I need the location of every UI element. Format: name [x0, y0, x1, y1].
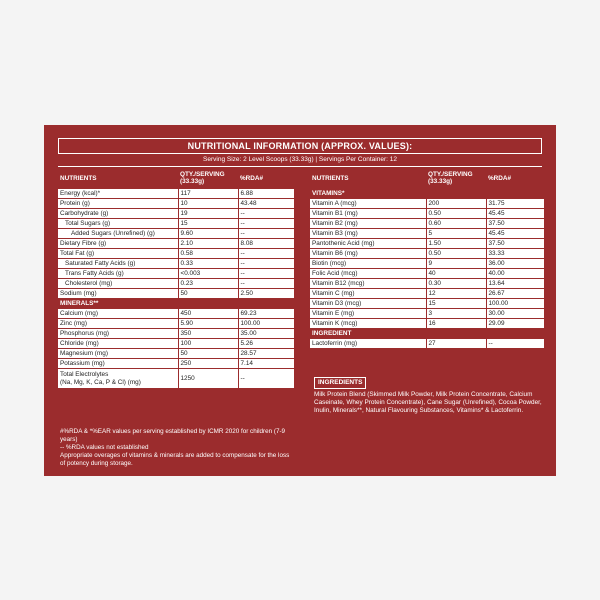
table-row	[310, 249, 544, 259]
nutrient-name: Vitamin K (mcg)	[310, 319, 426, 329]
nutrient-rda: 26.67	[486, 289, 544, 299]
column-header: NUTRIENTS	[60, 174, 97, 182]
nutrient-qty: 10	[178, 199, 238, 209]
nutrient-qty: 250	[178, 359, 238, 369]
table-row	[310, 199, 544, 209]
nutrient-qty: 0.33	[178, 259, 238, 269]
nutrient-qty: 200	[426, 199, 486, 209]
table-row	[58, 339, 294, 349]
ingredients-heading: INGREDIENTS	[314, 377, 366, 389]
nutrient-name: Phosphorus (mg)	[58, 329, 178, 339]
nutrient-rda: 40.00	[486, 269, 544, 279]
column-header: QTY./SERVING (33.33g)	[428, 171, 473, 185]
nutrient-qty: 50	[178, 289, 238, 299]
nutrient-qty: 0.23	[178, 279, 238, 289]
nutrient-qty: 0.58	[178, 249, 238, 259]
table-header-row	[310, 168, 544, 189]
column-header: %RDA#	[240, 174, 264, 182]
nutrient-rda: 33.33	[486, 249, 544, 259]
nutrition-panel	[44, 125, 556, 476]
nutrient-rda: --	[238, 369, 294, 389]
nutrient-rda: --	[238, 219, 294, 229]
nutrient-name: Vitamin B2 (mg)	[310, 219, 426, 229]
table-row	[58, 279, 294, 289]
nutrient-rda: 45.45	[486, 209, 544, 219]
table-row	[58, 319, 294, 329]
nutrient-rda: 37.50	[486, 219, 544, 229]
nutrient-rda: 35.00	[238, 329, 294, 339]
table-row	[58, 209, 294, 219]
section-label: INGREDIENT	[310, 329, 544, 339]
section-label: MINERALS**	[58, 299, 294, 309]
table-row	[310, 309, 544, 319]
nutrient-name: Chloride (mg)	[58, 339, 178, 349]
table-row	[310, 209, 544, 219]
table-row	[58, 369, 294, 389]
table-row	[58, 349, 294, 359]
nutrient-rda: 43.48	[238, 199, 294, 209]
nutrient-name: Carbohydrate (g)	[58, 209, 178, 219]
nutrient-name: Sodium (mg)	[58, 289, 178, 299]
footnote-not-established: -- %RDA values not established	[60, 444, 149, 451]
electrolytes-line2: (Na, Mg, K, Ca, P & Cl) (mg)	[60, 378, 141, 386]
nutrient-name: Folic Acid (mcg)	[310, 269, 426, 279]
nutrient-name: Dietary Fibre (g)	[58, 239, 178, 249]
table-row	[58, 219, 294, 229]
nutrient-rda: 36.00	[486, 259, 544, 269]
nutrient-rda: --	[238, 279, 294, 289]
nutrient-name: Zinc (mg)	[58, 319, 178, 329]
nutrient-name: Cholesterol (mg)	[58, 279, 178, 289]
nutrient-rda: --	[238, 259, 294, 269]
table-row	[58, 289, 294, 299]
table-header-row	[58, 168, 294, 189]
table-row	[310, 239, 544, 249]
nutrient-rda: 30.00	[486, 309, 544, 319]
nutrient-name: Magnesium (mg)	[58, 349, 178, 359]
table-row	[58, 259, 294, 269]
nutrient-name: Biotin (mcg)	[310, 259, 426, 269]
nutrient-qty: 5.90	[178, 319, 238, 329]
electrolytes-line1: Total Electrolytes	[60, 370, 109, 378]
nutrient-qty: 100	[178, 339, 238, 349]
table-row	[310, 319, 544, 329]
nutrient-rda: 37.50	[486, 239, 544, 249]
nutrient-qty: <0.003	[178, 269, 238, 279]
table-row	[58, 329, 294, 339]
nutrient-name: Vitamin D3 (mcg)	[310, 299, 426, 309]
nutrient-name: Vitamin C (mg)	[310, 289, 426, 299]
column-header: QTY./SERVING (33.33g)	[180, 171, 225, 185]
table-row	[310, 339, 544, 349]
nutrient-name: Energy (kcal)*	[58, 189, 178, 199]
nutrient-qty: 27	[426, 339, 486, 349]
nutrient-rda: 31.75	[486, 199, 544, 209]
nutrient-rda: 6.88	[238, 189, 294, 199]
nutrient-qty: 450	[178, 309, 238, 319]
nutrient-qty: 5	[426, 229, 486, 239]
table-row	[310, 269, 544, 279]
nutrient-rda: 45.45	[486, 229, 544, 239]
section-header-row	[58, 299, 294, 309]
table-row	[310, 289, 544, 299]
section-label: VITAMINS*	[310, 189, 544, 199]
nutrient-rda: 2.50	[238, 289, 294, 299]
column-header: NUTRIENTS	[312, 174, 349, 182]
nutrient-rda: 5.26	[238, 339, 294, 349]
table-row	[310, 229, 544, 239]
nutrient-name: Added Sugars (Unrefined) (g)	[58, 229, 178, 239]
table-row	[58, 249, 294, 259]
nutrient-qty: 1.50	[426, 239, 486, 249]
nutrient-name: Total Sugars (g)	[58, 219, 178, 229]
nutrient-qty: 1250	[178, 369, 238, 389]
nutrient-qty: 117	[178, 189, 238, 199]
nutrient-name: Pantothenic Acid (mg)	[310, 239, 426, 249]
nutrient-name: Vitamin B1 (mg)	[310, 209, 426, 219]
panel-title: NUTRITIONAL INFORMATION (APPROX. VALUES):	[58, 138, 542, 154]
nutrient-name: Vitamin B12 (mcg)	[310, 279, 426, 289]
nutrient-name: Potassium (mg)	[58, 359, 178, 369]
table-row	[310, 219, 544, 229]
ingredients-text: Milk Protein Blend (Skimmed Milk Powder, Milk Protein Concentrate, Calcium Caseinate, Whey Protein Concentrate), Cane Sugar (Unrefined), Cocoa Powder, Inulin, Minerals**, Natural Flavouring Substances, Vitamins* & Lactoferrin.	[314, 391, 542, 414]
nutrient-qty: 9	[426, 259, 486, 269]
nutrient-qty: 0.50	[426, 209, 486, 219]
nutrient-rda: 100.00	[238, 319, 294, 329]
table-row	[58, 309, 294, 319]
table-row	[58, 229, 294, 239]
section-header-row	[310, 189, 544, 199]
nutrient-name: Vitamin E (mg)	[310, 309, 426, 319]
nutrient-qty: 12	[426, 289, 486, 299]
nutrient-name: Vitamin B3 (mg)	[310, 229, 426, 239]
nutrient-rda: 29.09	[486, 319, 544, 329]
nutrient-rda: 8.08	[238, 239, 294, 249]
column-header: %RDA#	[488, 174, 512, 182]
footnote-overages: Appropriate overages of vitamins & minerals are added to compensate for the loss of potency during storage.	[60, 452, 290, 467]
nutrient-qty: 0.60	[426, 219, 486, 229]
nutrients-table-right	[310, 168, 544, 348]
nutrient-qty: 19	[178, 209, 238, 219]
nutrient-name: Calcium (mg)	[58, 309, 178, 319]
nutrient-qty: 0.30	[426, 279, 486, 289]
nutrient-qty: 16	[426, 319, 486, 329]
table-row	[310, 279, 544, 289]
table-row	[58, 189, 294, 199]
serving-info: Serving Size: 2 Level Scoops (33.33g) | Servings Per Container: 12	[203, 156, 397, 163]
table-row	[310, 259, 544, 269]
nutrient-name: Total Fat (g)	[58, 249, 178, 259]
nutrient-name: Vitamin B6 (mg)	[310, 249, 426, 259]
nutrient-rda: --	[486, 339, 544, 349]
footnote-rda: #%RDA & *%EAR values per serving established by ICMR 2020 for children (7-9 years)	[60, 428, 286, 443]
nutrient-name: Vitamin A (mcg)	[310, 199, 426, 209]
nutrient-qty: 0.50	[426, 249, 486, 259]
section-header-row	[310, 329, 544, 339]
table-row	[58, 269, 294, 279]
nutrient-name: Lactoferrin (mg)	[310, 339, 426, 349]
nutrient-qty: 15	[178, 219, 238, 229]
nutrient-rda: 69.23	[238, 309, 294, 319]
divider	[58, 166, 542, 167]
nutrient-name: Saturated Fatty Acids (g)	[58, 259, 178, 269]
nutrient-rda: --	[238, 249, 294, 259]
table-row	[58, 239, 294, 249]
nutrient-qty: 40	[426, 269, 486, 279]
nutrient-rda: --	[238, 229, 294, 239]
nutrient-qty: 3	[426, 309, 486, 319]
nutrient-name	[58, 369, 178, 389]
nutrient-qty: 350	[178, 329, 238, 339]
nutrient-rda: --	[238, 209, 294, 219]
table-row	[58, 199, 294, 209]
nutrient-rda: 100.00	[486, 299, 544, 309]
nutrient-name: Trans Fatty Acids (g)	[58, 269, 178, 279]
nutrient-qty: 15	[426, 299, 486, 309]
nutrients-table-left	[58, 168, 294, 388]
nutrient-qty: 2.10	[178, 239, 238, 249]
nutrient-qty: 50	[178, 349, 238, 359]
nutrient-name: Protein (g)	[58, 199, 178, 209]
footnotes	[60, 428, 296, 468]
nutrient-rda: --	[238, 269, 294, 279]
nutrient-qty: 9.60	[178, 229, 238, 239]
table-row	[58, 359, 294, 369]
nutrient-rda: 7.14	[238, 359, 294, 369]
table-row	[310, 299, 544, 309]
nutrient-rda: 13.64	[486, 279, 544, 289]
nutrient-rda: 28.57	[238, 349, 294, 359]
